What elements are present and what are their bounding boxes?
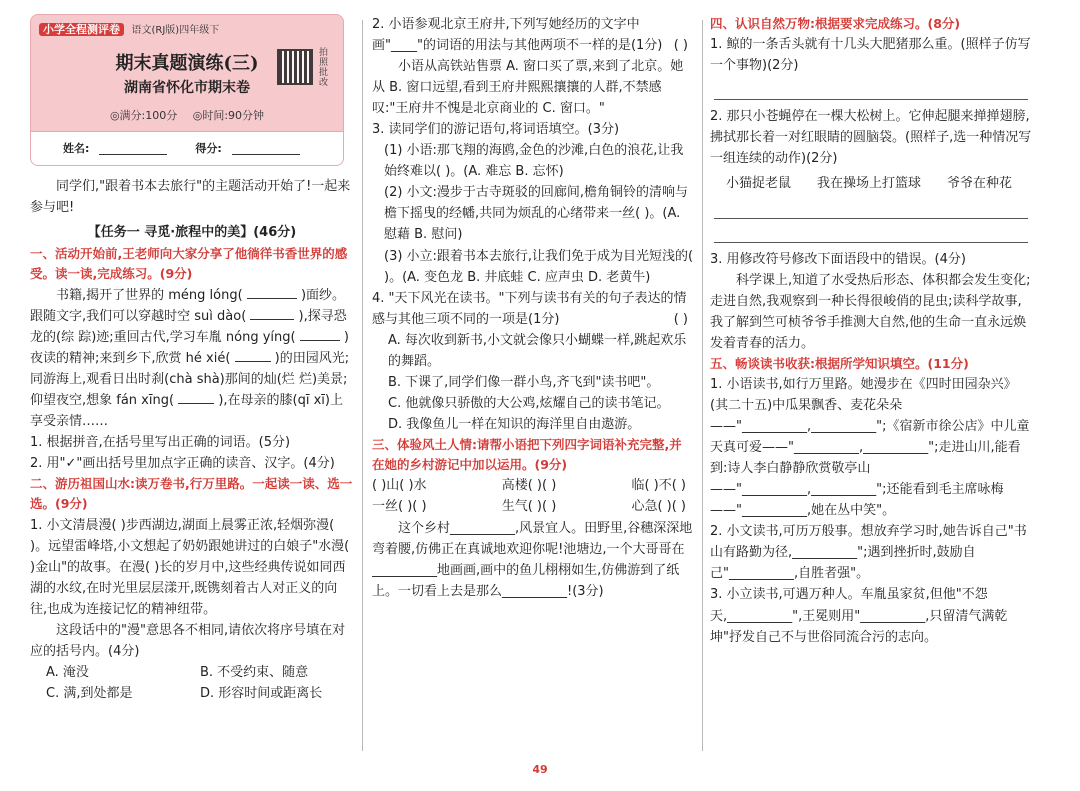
answer-blank[interactable] xyxy=(178,390,214,404)
section-1-passage: 书籍,揭开了世界的 méng lóng( )面纱。跟随文字,我们可以穿越时空 suì dào( ),探寻恐龙的(综 踪)迹;重回古代,学习车胤 nóng yíng( )夜读的精神;来到乡下,欣赏 hé xié( )的田园风光;同游海上,观看日出时刹(chà shà)那间的灿(烂 烂)美景;仰望夜空,想象 fán xīng( ),在母亲的膝(qī xī)上享受亲情…… xyxy=(30,285,354,432)
idiom-item: 生气( )( ) xyxy=(501,499,557,515)
answer-line[interactable] xyxy=(714,76,1028,100)
name-score-row xyxy=(31,131,343,165)
idiom-item: ( )山( )水 xyxy=(372,478,427,494)
options-2-4 xyxy=(372,330,694,435)
question-1-1: 1. 根据拼音,在括号里写出正确的词语。(5分) xyxy=(30,434,291,450)
question-5-1: 1. 小语读书,如行万里路。她漫步在《四时田园杂兴》(其二十五)中瓜果飘香、麦花朵朵——"__________,__________";《宿新市徐公店》中儿童天真可爱——"__________,__________";走进山川,能看到:诗人李白静静欣赏敬亭山——"__________,__________";还能看到毛主席咏梅——"__________,她在丛中笑"。 xyxy=(710,377,1030,519)
section-5-title: 五、畅谈读书收获:根据所学知识填空。(11分) xyxy=(710,355,969,371)
subject-label: 语文(RJ版)四年级下 xyxy=(131,25,220,36)
answer-line[interactable] xyxy=(714,219,1028,243)
column-2 xyxy=(372,14,694,761)
name-field[interactable] xyxy=(99,143,167,155)
options-4-2 xyxy=(710,173,1032,194)
section-4-title: 四、认识自然万物:根据要求完成练习。(8分) xyxy=(710,16,961,31)
option-d: D. 形容时间或距离长 xyxy=(200,685,323,701)
column-divider xyxy=(702,20,703,751)
question-4-3-text: 科学课上,知道了水受热后形态、体积都会发生变化;走进自然,我观察到一种长得很峻俏的昆虫;读科学故事,我了解到竺可桢爷爷手推测大自然,他的生命一直永远焕发着青春的活力。 xyxy=(710,272,1031,351)
question-2-2: 2. 小语参观北京王府井,下列写她经历的文字中画"____"的词语的用法与其他两项不一样的是(1分) ( ) xyxy=(372,14,694,56)
question-2-1: 1. 小文清晨漫( )步西湖边,湖面上晨雾正浓,轻烟弥漫( )。远望雷峰塔,小文想起了奶奶跟她讲过的白娘子"水漫( )金山"的故事。在漫( )长的岁月中,这些经典传说如同西湖的水纹,在时光里层层漾开,既镌刻着古人对正义的向往,也成为连接记忆的精神纽带。 xyxy=(30,517,350,617)
answer-line[interactable] xyxy=(714,195,1028,219)
question-2-1-instruction: 这段话中的"漫"意思各不相同,请依次将序号填在对应的括号内。(4分) xyxy=(30,622,346,659)
page-number: 49 xyxy=(532,763,548,777)
column-divider xyxy=(362,20,363,751)
idiom-item: 临( )不( ) xyxy=(631,478,686,494)
answer-paren[interactable]: ( ) xyxy=(673,311,688,327)
question-5-2: 2. 小文读书,可历万般事。想放弃学习时,她告诉自己"书山有路勤为径,__________";遇到挫折时,鼓励自己"__________,自胜者强"。 xyxy=(710,524,1027,582)
option-b: B. 不受约束、随意 xyxy=(200,664,309,680)
question-4-3: 3. 用修改符号修改下面语段中的错误。(4分) xyxy=(710,251,966,267)
answer-blank[interactable] xyxy=(250,306,294,320)
question-2-3-1: (1) 小语:那飞翔的海鸥,金色的沙滩,白色的浪花,让我始终难以( )。(A. 难忘 B. 忘怀) xyxy=(384,143,684,180)
question-2-3-3: (3) 小立:跟着书本去旅行,让我们免于成为目光短浅的( )。(A. 变色龙 B. 井底蛙 C. 应声虫 D. 老黄牛) xyxy=(384,248,694,285)
column-3 xyxy=(710,14,1032,761)
question-4-2: 2. 那只小苍蝇停在一棵大松树上。它伸起腿来掸掸翅膀,拂拭那长着一对红眼睛的圆脑袋。(照样子,选一种情况写一组连续的动作)(2分) xyxy=(710,109,1032,167)
option-d: D. 我像鱼儿一样在知识的海洋里自由遨游。 xyxy=(388,416,641,432)
answer-blank[interactable] xyxy=(247,285,297,299)
intro-text: 同学们,"跟着书本去旅行"的主题活动开始了!一起来参与吧! xyxy=(30,179,351,216)
full-score: ◎满分:100分 xyxy=(109,109,178,122)
question-2-4: 4. "天下风光在读书。"下列与读书有关的句子表达的情感与其他三项不同的一项是(1分) ( ) xyxy=(372,288,694,330)
qr-code-icon xyxy=(277,49,313,85)
score-label: 得分: xyxy=(195,141,222,155)
answer-paren[interactable]: ( ) xyxy=(673,38,688,54)
idiom-row-1 xyxy=(372,475,694,496)
option-a: A. 淹没 xyxy=(46,664,89,680)
idiom-item: 高楼( )( ) xyxy=(501,478,557,494)
qr-label: 拍照批改 xyxy=(319,48,329,88)
task-1-title: 【任务一 寻觅·旅程中的美】(46分) xyxy=(87,225,297,241)
exam-info xyxy=(31,107,343,125)
question-1-2: 2. 用"✓"画出括号里加点字正确的读音、汉字。(4分) xyxy=(30,456,335,472)
option-c: C. 他就像只骄傲的大公鸡,炫耀自己的读书笔记。 xyxy=(388,395,670,411)
idiom-item: 心急( )( ) xyxy=(631,499,686,515)
exam-subtitle: 湖南省怀化市期末卷 xyxy=(124,80,250,96)
time-limit: ◎时间:90分钟 xyxy=(192,109,265,122)
question-5-3: 3. 小立读书,可遇万种人。车胤虽家贫,但他"不怨天,__________",王冕则用"__________,只留清气满乾坤"抒发自己不与世俗同流合污的志向。 xyxy=(710,587,1008,645)
column-1 xyxy=(30,14,354,761)
question-4-1: 1. 鲸的一条舌头就有十几头大肥猪那么重。(照样子仿写一个事物)(2分) xyxy=(710,37,1031,74)
section-1-title: 一、活动开始前,王老师向大家分享了他徜徉书香世界的感受。读一读,完成练习。(9分) xyxy=(30,246,348,282)
section-2-title: 二、游历祖国山水:读万卷书,行万里路。一起读一读、选一选。(9分) xyxy=(30,476,353,512)
option-item: 小猫捉老鼠 xyxy=(726,176,792,192)
option-b: B. 下课了,同学们像一群小鸟,齐飞到"读书吧"。 xyxy=(388,374,660,390)
option-a: A. 每次收到新书,小文就会像只小蝴蝶一样,跳起欢乐的舞蹈。 xyxy=(388,332,687,369)
idiom-item: 一丝( )( ) xyxy=(372,499,427,515)
options-2-1 xyxy=(30,662,354,704)
question-2-3: 3. 读同学们的游记语句,将词语填空。(3分) xyxy=(372,122,620,138)
name-label: 姓名: xyxy=(63,141,90,155)
option-item: 我在操场上打篮球 xyxy=(817,176,922,192)
question-2-2-text: 小语从高铁站售票 A. 窗口买了票,来到了北京。她从 B. 窗口远望,看到王府井熙熙攘攘的人群,不禁感叹:"王府井不愧是北京商业的 C. 窗口。" xyxy=(372,59,684,117)
brand-badge: 小学全程测评卷 xyxy=(39,23,124,36)
score-field[interactable] xyxy=(232,143,300,155)
question-2-3-2: (2) 小文:漫步于古寺斑驳的回廊间,檐角铜铃的清响与檐下摇曳的经幡,共同为烦乱的心绪带来一丝( )。(A. 慰藉 B. 慰问) xyxy=(384,185,689,243)
section-3-title: 三、体验风土人情:请帮小语把下列四字词语补充完整,并在她的乡村游记中加以运用。(9分) xyxy=(372,436,682,473)
section-3-passage: 这个乡村__________,风景宜人。田野里,谷穗深深地弯着腰,仿佛正在真诚地欢迎你呢!池塘边,一个大哥哥在__________地画画,画中的鱼儿栩栩如生,仿佛游到了纸上。一切看上去是那么__________!(3分) xyxy=(372,520,693,599)
option-item: 爷爷在种花 xyxy=(947,176,1013,192)
option-c: C. 满,到处都是 xyxy=(46,685,133,701)
header-card xyxy=(30,14,344,166)
exam-title: 期末真题演练(三) xyxy=(115,53,259,74)
idiom-row-2 xyxy=(372,496,694,517)
answer-blank[interactable] xyxy=(300,327,340,341)
card-top xyxy=(39,21,219,39)
answer-blank[interactable] xyxy=(235,348,271,362)
